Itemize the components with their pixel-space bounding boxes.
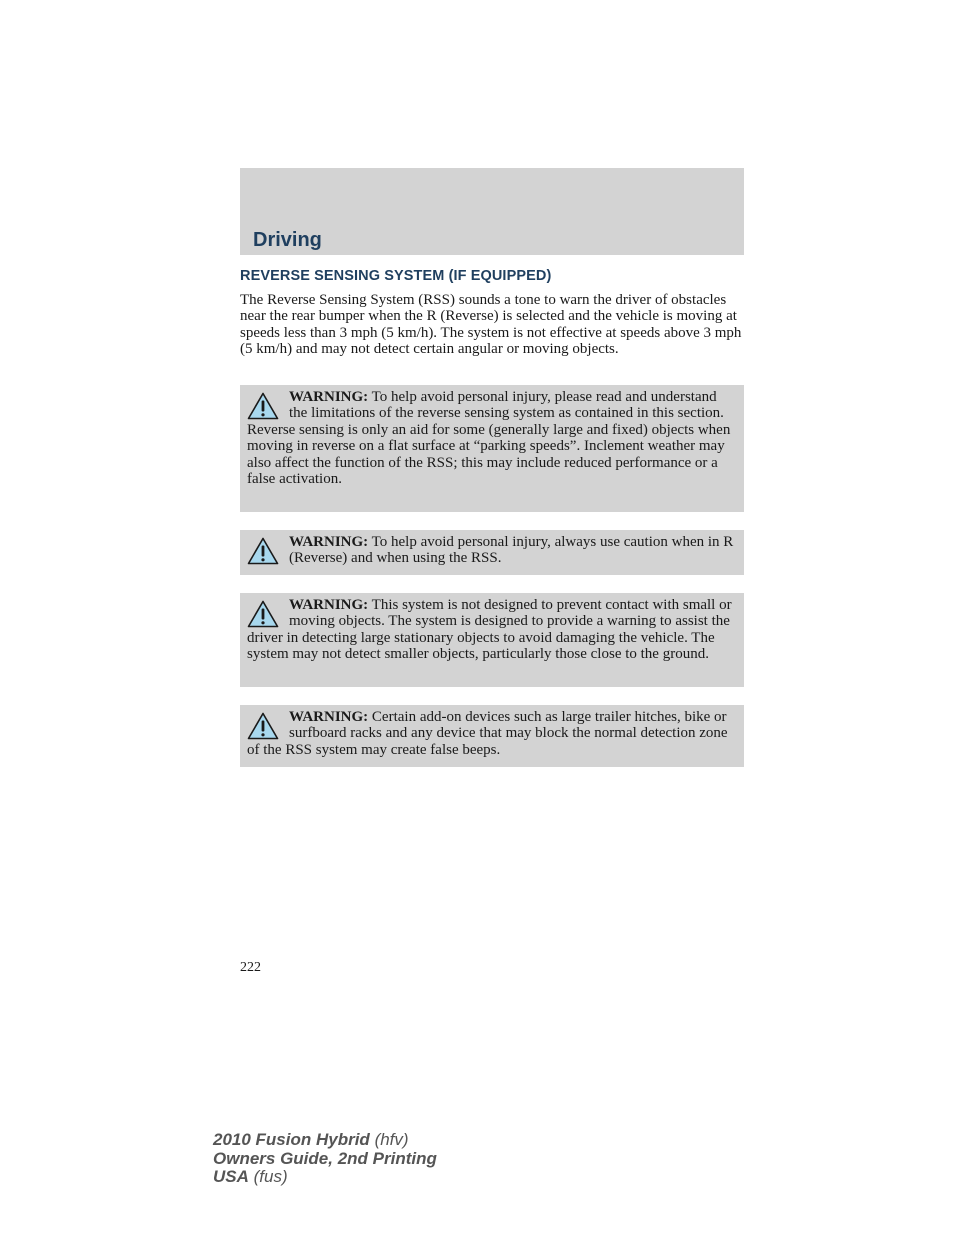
warning-triangle-icon: [247, 392, 279, 420]
warning-triangle-icon: [247, 600, 279, 628]
warning-label: WARNING:: [289, 389, 369, 405]
warning-text: To help avoid personal injury, always use caution when in R (Reverse) and when using the RSS.: [289, 534, 734, 567]
chapter-title: Driving: [253, 229, 322, 251]
document-footer: [213, 1131, 437, 1187]
footer-model-code: (hfv): [374, 1130, 409, 1149]
footer-line-3: [213, 1168, 437, 1187]
footer-model: 2010 Fusion Hybrid: [213, 1130, 370, 1149]
section-heading: REVERSE SENSING SYSTEM (IF EQUIPPED): [240, 268, 552, 284]
warning-triangle-icon: [247, 712, 279, 740]
warning-text: Certain add-on devices such as large trailer hitches, bike or surfboard racks and any device that may block the normal detection zone of the RSS system may create false beeps.: [247, 709, 728, 758]
section-header-band: [240, 168, 744, 255]
warning-label: WARNING:: [289, 597, 369, 613]
warning-box-1: [240, 385, 744, 512]
warning-triangle-icon: [247, 537, 279, 565]
footer-printing: Owners Guide, 2nd Printing: [213, 1148, 437, 1168]
warning-box-4: [240, 705, 744, 767]
warning-box-3: [240, 593, 744, 687]
footer-line-1: [213, 1131, 437, 1150]
warning-box-2: [240, 530, 744, 575]
warning-label: WARNING:: [289, 709, 369, 725]
warning-label: WARNING:: [289, 534, 369, 550]
footer-market-code: (fus): [253, 1167, 288, 1186]
warning-text: To help avoid personal injury, please read and understand the limitations of the reverse sensing system as contained in this section. Reverse sensing is only an aid for some (generally large and fixed) objects when moving in reverse on a flat surface at “parking speeds”. Inclement weather may also affect the function of the RSS; this may include reduced performance or a false activation.: [247, 389, 731, 488]
page-number: 222: [240, 960, 261, 975]
footer-line-2: [213, 1150, 437, 1169]
intro-paragraph: The Reverse Sensing System (RSS) sounds a tone to warn the driver of obstacles near the rear bumper when the R (Reverse) is selected and the vehicle is moving at speeds less than 3 mph (5 km/h). The system is not effective at speeds above 3 mph (5 km/h) and may not detect certain angular or moving objects.: [240, 292, 742, 358]
footer-market: USA: [213, 1167, 249, 1186]
warning-text: This system is not designed to prevent contact with small or moving objects. The system is designed to provide a warning to assist the driver in detecting large stationary objects to avoid damaging the vehicle. The system may not detect smaller objects, particularly those close to the ground.: [247, 597, 732, 663]
